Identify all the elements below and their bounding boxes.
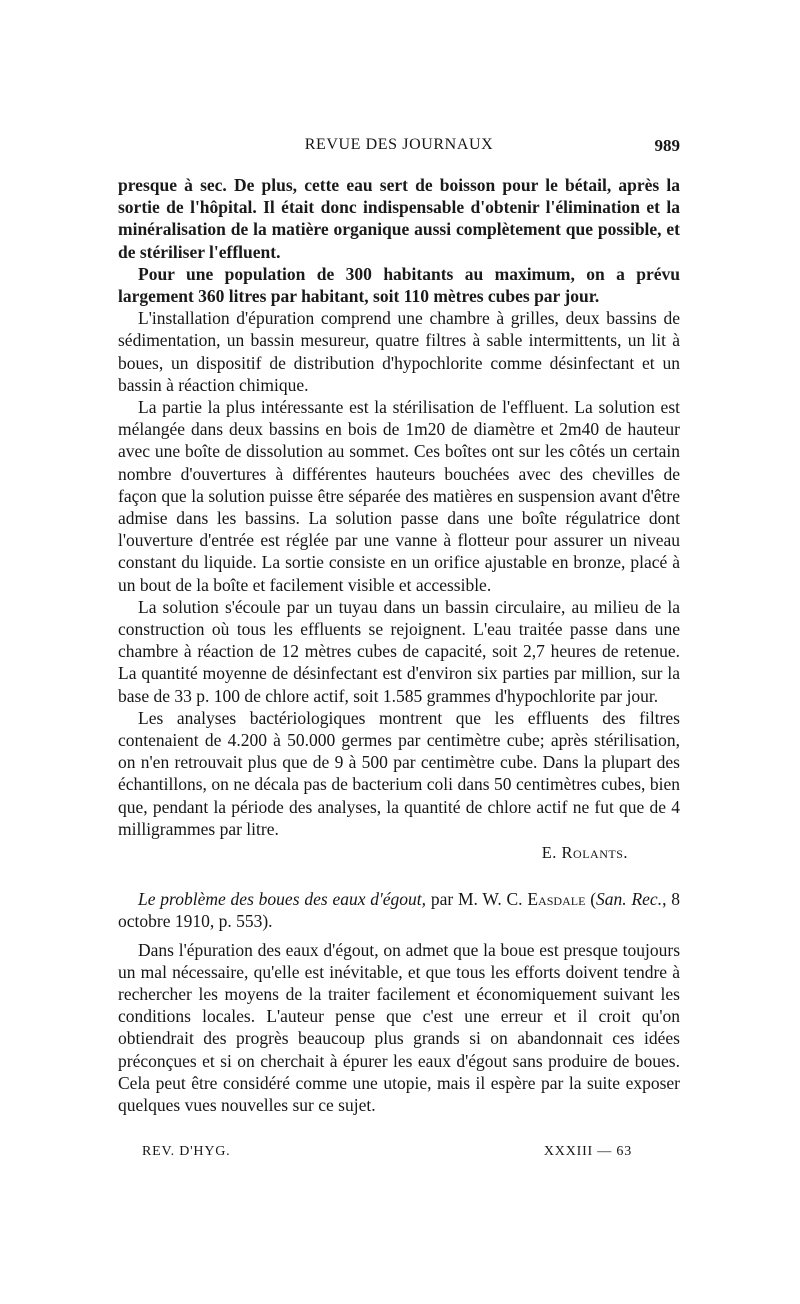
- paragraph-population: Pour une population de 300 habitants au maximum, on a prévu largement 360 litres par habitant, soit 110 mètres cubes par jour.: [118, 263, 680, 307]
- author-signature: [118, 842, 628, 864]
- paragraph-sterilisation: La partie la plus intéressante est la stérilisation de l'effluent. La solution est mélangée dans deux bassins en bois de 1m20 de diamètre et 2m40 de hauteur avec une boîte de dissolution au sommet. Ces boîtes ont sur les côtés un certain nombre d'ouvertures à différentes hauteurs bouchées avec des chevilles de façon que la solution puisse être séparée des matières en suspension avant d'être admise dans les bassins. La solution passe dans une boîte régulatrice dont l'ouverture d'entrée est réglée par une vanne à flotteur pour assurer un niveau constant du liquide. La sortie consiste en un orifice ajustable en bronze, placé à un bout de la boîte et facilement visible et accessible.: [118, 397, 680, 595]
- page-number: 989: [654, 136, 680, 155]
- paragraph-continuation: presque à sec. De plus, cette eau sert de boisson pour le bétail, après la sortie de l'hôpital. Il était donc indispensable d'obtenir l'élimination et la minéralisation de la matière organique aussi complètement que possible, et de stériliser l'effluent.: [118, 175, 680, 262]
- article-by: par M. W. C.: [426, 889, 528, 910]
- page-body: [118, 174, 680, 1116]
- article-title: Le problème des boues des eaux d'égout,: [138, 889, 427, 910]
- signature-text: E. Rolants.: [541, 843, 628, 863]
- article-citation: [118, 888, 680, 932]
- article-source-details: , 8 octobre 1910, p. 553).: [118, 889, 681, 932]
- footer-journal-abbrev: REV. D'HYG.: [142, 1144, 231, 1159]
- running-title: REVUE DES JOURNAUX: [304, 136, 494, 153]
- paragraph-analyses: Les analyses bactériologiques montrent que les effluents des filtres contenaient de 4.200 à 50.000 germes par centimètre cube; après stérilisation, on n'en retrouvait plus que de 9 à 500 par centimètre cube. Dans la plupart des échantillons, on ne décala pas de bacterium coli dans 50 centimètres cubes, bien que, pendant la période des analyses, la quantité de chlore actif ne fut que de 4 milligrammes par litre.: [118, 707, 680, 839]
- page-header: [118, 136, 680, 160]
- article-source-open: (: [585, 889, 597, 910]
- article-body: Dans l'épuration des eaux d'égout, on admet que la boue est presque toujours un mal nécessaire, qu'elle est inévitable, et que tous les efforts doivent tendre à rechercher les moyens de la traiter facilement et économiquement suivant les conditions locales. L'auteur pense que c'est une erreur et il croit qu'on obtiendrait des progrès beaucoup plus grands si on abandonnait ces idées préconçues et si on cherchait à épurer les eaux d'égout sans produire de boues. Cela peut être considéré comme une utopie, mais il espère par la suite exposer quelques vues nouvelles sur ce sujet.: [118, 939, 680, 1115]
- paragraph-solution: La solution s'écoule par un tuyau dans un bassin circulaire, au milieu de la construction où tous les effluents se rejoignent. L'eau traitée passe dans une chambre à réaction de 12 mètres cubes de capacité, soit 2,7 heures de retenue. La quantité moyenne de désinfectant est d'environ six parties par million, sur la base de 33 p. 100 de chlore actif, soit 1.585 grammes d'hypochlorite par jour.: [118, 596, 680, 706]
- article-author: Easdale: [527, 889, 586, 910]
- footer-signature-mark: XXXIII — 63: [543, 1144, 632, 1159]
- article-source: San. Rec.: [596, 889, 663, 910]
- paragraph-installation: L'installation d'épuration comprend une chambre à grilles, deux bassins de sédimentation, un bassin mesureur, quatre filtres à sable intermittents, un lit à boues, un dispositif de distribution d'hypochlorite comme désinfectant et un bassin à réaction chimique.: [118, 308, 680, 395]
- page-footer: [142, 1144, 632, 1164]
